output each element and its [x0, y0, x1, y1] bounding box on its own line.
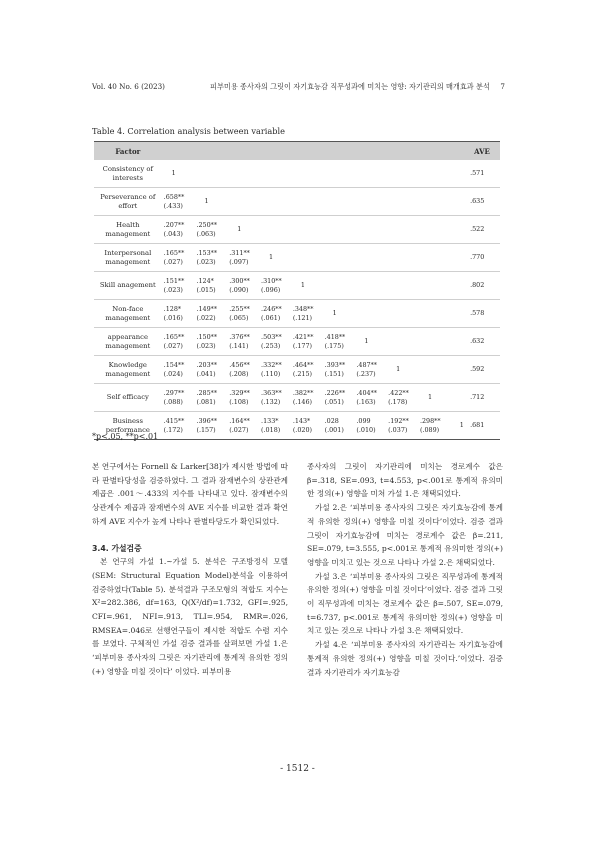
- header-spacer: [162, 142, 464, 161]
- empty-cell: [450, 356, 464, 384]
- coefficient: .151**: [163, 277, 185, 286]
- squared-coefficient: (.215): [292, 369, 313, 378]
- correlation-cell: [194, 328, 227, 356]
- coefficient: .393**: [324, 361, 346, 370]
- coefficient: .310**: [261, 277, 282, 286]
- empty-cell: [450, 188, 464, 216]
- factor-name: appearance management: [94, 328, 162, 356]
- squared-coefficient: (.023): [196, 257, 216, 266]
- coefficient: .503**: [261, 333, 282, 342]
- coefficient: 1: [269, 253, 274, 262]
- significance-note: *p<.05, **p<.01: [92, 432, 159, 441]
- squared-coefficient: (.110): [261, 369, 281, 378]
- empty-cell: [323, 244, 355, 272]
- correlation-cell: [227, 272, 259, 300]
- empty-cell: [418, 356, 450, 384]
- correlation-cell: [162, 356, 195, 384]
- coefficient: .028: [324, 417, 339, 426]
- squared-coefficient: (.016): [163, 313, 183, 322]
- squared-coefficient: (.020): [292, 425, 313, 434]
- coefficient: .348**: [292, 305, 314, 314]
- squared-coefficient: (.018): [261, 425, 281, 434]
- squared-coefficient: (.151): [324, 369, 344, 378]
- empty-cell: [450, 384, 464, 412]
- empty-cell: [354, 188, 386, 216]
- empty-cell: [418, 188, 450, 216]
- empty-cell: [386, 216, 418, 244]
- empty-cell: [386, 300, 418, 328]
- coefficient: .285**: [196, 389, 218, 398]
- squared-coefficient: (.089): [419, 425, 440, 434]
- coefficient: .300**: [229, 277, 250, 286]
- factor-name: Non-face management: [94, 300, 162, 328]
- squared-coefficient: (.023): [196, 341, 216, 350]
- empty-cell: [259, 216, 291, 244]
- empty-cell: [227, 188, 259, 216]
- coefficient: .255**: [229, 305, 250, 314]
- header-ave: AVE: [464, 142, 500, 161]
- squared-coefficient: (.010): [356, 425, 376, 434]
- empty-cell: [291, 244, 323, 272]
- correlation-cell: [227, 328, 259, 356]
- squared-coefficient: (.177): [292, 341, 313, 350]
- coefficient: 1: [204, 197, 209, 206]
- empty-cell: [291, 216, 323, 244]
- correlation-cell: [386, 384, 418, 412]
- ave-value: .681: [464, 412, 500, 440]
- coefficient: 1: [396, 365, 401, 374]
- table-row: [94, 328, 500, 356]
- table-row: [94, 160, 500, 188]
- coefficient: .133*: [261, 417, 279, 426]
- empty-cell: [354, 216, 386, 244]
- ave-value: .578: [464, 300, 500, 328]
- empty-cell: [259, 188, 291, 216]
- ave-value: .592: [464, 356, 500, 384]
- table-header-row: [94, 142, 500, 161]
- correlation-cell: [354, 384, 386, 412]
- correlation-cell: [162, 188, 195, 216]
- squared-coefficient: (.178): [388, 397, 408, 406]
- correlation-cell: [418, 412, 450, 440]
- coefficient: 1: [237, 225, 242, 234]
- coefficient: .150**: [196, 333, 218, 342]
- correlation-cell: [194, 356, 227, 384]
- coefficient: .658**: [163, 193, 185, 202]
- correlation-cell: [162, 160, 195, 188]
- empty-cell: [354, 272, 386, 300]
- squared-coefficient: (.090): [229, 285, 249, 294]
- squared-coefficient: (.043): [163, 229, 183, 238]
- paragraph: 본 연구의 가설 1.~가설 5. 분석은 구조방정식 모델(SEM: Structural Equation Model)분석을 이용하여 검증하였다(Table 5). 분석결과 구조모형의 적합도 지수는 X²=282.386, df=163, Q(X²/df)=1.732, GFI=.925, CFI=.961, NFI=.913, TLI=.954, RMR=.026, RMSEA=.046로 선행연구들이 제시한 적합도 수렴 지수를 보였다. 구체적인 가설 검증 결과를 살펴보면 가설 1.은 ‘피부미용 종사자의 그릿은 자기관리에 통계적 유의한 정의(+) 영향을 미칠 것이다’ 이었다. 피부미용: [92, 557, 288, 676]
- coefficient: .165**: [163, 333, 185, 342]
- empty-cell: [418, 328, 450, 356]
- coefficient: .298**: [419, 417, 441, 426]
- squared-coefficient: (.175): [324, 341, 344, 350]
- empty-cell: [323, 188, 355, 216]
- coefficient: .363**: [261, 389, 282, 398]
- factor-name: Perseverance of effort: [94, 188, 162, 216]
- correlation-cell: [259, 384, 291, 412]
- ave-value: .712: [464, 384, 500, 412]
- coefficient: 1: [364, 337, 369, 346]
- empty-cell: [323, 160, 355, 188]
- correlation-cell: [259, 300, 291, 328]
- factor-name: Health management: [94, 216, 162, 244]
- squared-coefficient: (.253): [261, 341, 281, 350]
- section-heading: 3.4. 가설검증: [92, 543, 142, 553]
- correlation-cell: [227, 216, 259, 244]
- correlation-cell: [291, 356, 323, 384]
- empty-cell: [291, 160, 323, 188]
- running-header: [92, 82, 505, 96]
- squared-coefficient: (.433): [163, 201, 183, 210]
- squared-coefficient: (.027): [229, 425, 249, 434]
- coefficient: .128*: [163, 305, 182, 314]
- coefficient: .311**: [229, 249, 250, 258]
- empty-cell: [354, 300, 386, 328]
- correlation-cell: [194, 412, 227, 440]
- coefficient: .143*: [292, 417, 311, 426]
- coefficient: .153**: [196, 249, 218, 258]
- coefficient: .226**: [324, 389, 346, 398]
- coefficient: .418**: [324, 333, 346, 342]
- squared-coefficient: (.061): [261, 313, 281, 322]
- correlation-cell: [450, 412, 464, 440]
- squared-coefficient: (.063): [196, 229, 216, 238]
- squared-coefficient: (.015): [196, 285, 216, 294]
- ave-value: .635: [464, 188, 500, 216]
- correlation-table: [94, 141, 500, 440]
- empty-cell: [323, 272, 355, 300]
- correlation-cell: [194, 216, 227, 244]
- factor-name: Skill anagement: [94, 272, 162, 300]
- empty-cell: [386, 244, 418, 272]
- correlation-cell: [227, 412, 259, 440]
- ave-value: .632: [464, 328, 500, 356]
- table-row: [94, 272, 500, 300]
- squared-coefficient: (.027): [163, 341, 183, 350]
- coefficient: .396**: [196, 417, 218, 426]
- correlation-cell: [354, 328, 386, 356]
- paragraph: 가설 4.은 ‘피부미용 종사자의 자기관리는 자기효능감에 통계적 유의한 정의(+) 영향을 미칠 것이다.’이었다. 검증 결과 자기관리가 자기효능감: [307, 640, 503, 677]
- header-factor: Factor: [94, 142, 162, 161]
- correlation-cell: [259, 272, 291, 300]
- table-caption: Table 4. Correlation analysis between variable: [92, 126, 285, 136]
- paragraph: 종사자의 그릿이 자기관리에 미치는 경로계수 값은 β=.318, SE=.093, t=4.553, p<.001로 통계적 유의미한 정의(+) 영향을 미쳐 가설 1.은 채택되었다.: [307, 462, 503, 499]
- correlation-cell: [354, 356, 386, 384]
- coefficient: 1: [332, 309, 337, 318]
- correlation-cell: [194, 244, 227, 272]
- correlation-cell: [162, 216, 195, 244]
- correlation-cell: [323, 412, 355, 440]
- correlation-cell: [162, 272, 195, 300]
- empty-cell: [386, 272, 418, 300]
- empty-cell: [386, 188, 418, 216]
- squared-coefficient: (.157): [196, 425, 216, 434]
- coefficient: .456**: [229, 361, 250, 370]
- coefficient: .164**: [229, 417, 250, 426]
- coefficient: .154**: [163, 361, 185, 370]
- empty-cell: [194, 160, 227, 188]
- correlation-cell: [386, 356, 418, 384]
- squared-coefficient: (.108): [229, 397, 249, 406]
- empty-cell: [450, 328, 464, 356]
- coefficient: .464**: [292, 361, 314, 370]
- squared-coefficient: (.121): [292, 313, 313, 322]
- left-column: [92, 460, 288, 679]
- empty-cell: [450, 300, 464, 328]
- squared-coefficient: (.024): [163, 369, 183, 378]
- squared-coefficient: (.027): [163, 257, 183, 266]
- right-column: [307, 460, 503, 679]
- ave-value: .802: [464, 272, 500, 300]
- squared-coefficient: (.022): [196, 313, 216, 322]
- coefficient: .297**: [163, 389, 185, 398]
- coefficient: 1: [459, 421, 464, 430]
- empty-cell: [291, 188, 323, 216]
- table-row: [94, 216, 500, 244]
- empty-cell: [450, 244, 464, 272]
- squared-coefficient: (.237): [356, 369, 376, 378]
- correlation-cell: [162, 384, 195, 412]
- correlation-cell: [323, 300, 355, 328]
- empty-cell: [418, 272, 450, 300]
- paragraph: 본 연구에서는 Fornell & Larker[38]가 제시한 방법에 따라 판별타당성을 검증하였다. 그 결과 잠재변수의 상관관계 제곱은 .001～.433의 지수를 나타내고 있다. 잠재변수의 상관계수 제곱과 잠재변수의 AVE 지수를 비교한 결과 확연하게 AVE 지수가 높게 나타나 판별타당도가 확인되었다.: [92, 462, 288, 526]
- header-page-number: 7: [500, 82, 505, 91]
- empty-cell: [323, 216, 355, 244]
- coefficient: .415**: [163, 417, 185, 426]
- correlation-cell: [227, 300, 259, 328]
- correlation-cell: [259, 412, 291, 440]
- correlation-cell: [323, 356, 355, 384]
- correlation-cell: [386, 412, 418, 440]
- correlation-cell: [354, 412, 386, 440]
- empty-cell: [354, 160, 386, 188]
- empty-cell: [418, 300, 450, 328]
- squared-coefficient: (.037): [388, 425, 408, 434]
- correlation-cell: [194, 272, 227, 300]
- ave-value: .571: [464, 160, 500, 188]
- squared-coefficient: (.088): [163, 397, 183, 406]
- empty-cell: [386, 328, 418, 356]
- empty-cell: [354, 244, 386, 272]
- table-row: [94, 244, 500, 272]
- empty-cell: [418, 160, 450, 188]
- correlation-cell: [259, 244, 291, 272]
- correlation-cell: [194, 384, 227, 412]
- coefficient: 1: [427, 393, 433, 402]
- coefficient: .203**: [196, 361, 218, 370]
- squared-coefficient: (.065): [229, 313, 249, 322]
- squared-coefficient: (.001): [324, 425, 344, 434]
- paragraph: 가설 2.은 ‘피부미용 종사자의 그릿은 자기효능감에 통계적 유의한 정의(+) 영향을 미칠 것이다’이었다. 검증 결과 그릿이 자기효능감에 미치는 경로계수 값은 β=.211, SE=.079, t=3.555, p<.001로 통계적 유의미한 정의(+) 영향을 미치고 있는 것으로 나타나 가설 2.은 채택되었다.: [307, 503, 503, 567]
- ave-value: .770: [464, 244, 500, 272]
- squared-coefficient: (.141): [229, 341, 249, 350]
- correlation-cell: [259, 356, 291, 384]
- correlation-cell: [194, 188, 227, 216]
- coefficient: .329**: [229, 389, 250, 398]
- squared-coefficient: (.023): [163, 285, 183, 294]
- squared-coefficient: (.051): [324, 397, 344, 406]
- coefficient: .404**: [356, 389, 377, 398]
- coefficient: .332**: [261, 361, 282, 370]
- correlation-cell: [227, 356, 259, 384]
- correlation-cell: [291, 272, 323, 300]
- squared-coefficient: (.081): [196, 397, 216, 406]
- factor-name: Self efficacy: [94, 384, 162, 412]
- coefficient: .124*: [196, 277, 214, 286]
- empty-cell: [450, 160, 464, 188]
- correlation-cell: [323, 384, 355, 412]
- correlation-cell: [162, 412, 195, 440]
- squared-coefficient: (.163): [356, 397, 376, 406]
- coefficient: .149**: [196, 305, 218, 314]
- squared-coefficient: (.041): [196, 369, 216, 378]
- factor-name: Consistency of interests: [94, 160, 162, 188]
- factor-name: Business performance: [94, 412, 162, 440]
- correlation-cell: [162, 244, 195, 272]
- coefficient: .250**: [196, 221, 218, 230]
- coefficient: .382**: [292, 389, 314, 398]
- empty-cell: [227, 160, 259, 188]
- volume-label: Vol. 40 No. 6 (2023): [92, 82, 165, 91]
- table-body: [94, 160, 500, 440]
- correlation-cell: [291, 300, 323, 328]
- coefficient: .487**: [356, 361, 377, 370]
- correlation-cell: [194, 300, 227, 328]
- coefficient: 1: [171, 169, 176, 178]
- correlation-cell: [291, 412, 323, 440]
- coefficient: .165**: [163, 249, 185, 258]
- empty-cell: [418, 216, 450, 244]
- correlation-cell: [291, 384, 323, 412]
- empty-cell: [450, 216, 464, 244]
- empty-cell: [386, 160, 418, 188]
- correlation-cell: [227, 244, 259, 272]
- coefficient: 1: [300, 281, 305, 290]
- correlation-cell: [227, 384, 259, 412]
- correlation-cell: [162, 328, 195, 356]
- coefficient: .207**: [163, 221, 185, 230]
- factor-name: Interpersonal management: [94, 244, 162, 272]
- squared-coefficient: (.208): [229, 369, 249, 378]
- paragraph: 가설 3.은 ‘피부미용 종사자의 그릿은 직무성과에 통계적 유의한 정의(+) 영향을 미칠 것이다’이였다. 검증 결과 그릿이 직무성과에 미치는 경로계수 값은 β=.507, SE=.079, t=6.737, p<.001로 통계적 유의미한 정의(+) 영향을 미치고 있는 것으로 나타나 가설 3.은 채택되었다.: [307, 571, 503, 636]
- empty-cell: [450, 272, 464, 300]
- page-footer: - 1512 -: [280, 764, 315, 774]
- squared-coefficient: (.172): [163, 425, 183, 434]
- coefficient: .421**: [292, 333, 314, 342]
- table-row: [94, 384, 500, 412]
- running-title: 피부미용 종사자의 그릿이 자기효능감 직무성과에 미치는 영향: 자기관리의 매개효과 분석: [210, 82, 490, 91]
- ave-value: .522: [464, 216, 500, 244]
- empty-cell: [418, 244, 450, 272]
- table-row: [94, 356, 500, 384]
- correlation-cell: [291, 328, 323, 356]
- coefficient: .422**: [388, 389, 409, 398]
- coefficient: .099: [356, 417, 371, 426]
- squared-coefficient: (.132): [261, 397, 281, 406]
- correlation-cell: [418, 384, 450, 412]
- squared-coefficient: (.096): [261, 285, 281, 294]
- squared-coefficient: (.097): [229, 257, 249, 266]
- empty-cell: [259, 160, 291, 188]
- factor-name: Knowledge management: [94, 356, 162, 384]
- correlation-cell: [259, 328, 291, 356]
- squared-coefficient: (.146): [292, 397, 313, 406]
- correlation-cell: [162, 300, 195, 328]
- coefficient: .246**: [261, 305, 282, 314]
- table-row: [94, 300, 500, 328]
- correlation-cell: [323, 328, 355, 356]
- table-row: [94, 188, 500, 216]
- coefficient: .192**: [388, 417, 409, 426]
- coefficient: .376**: [229, 333, 250, 342]
